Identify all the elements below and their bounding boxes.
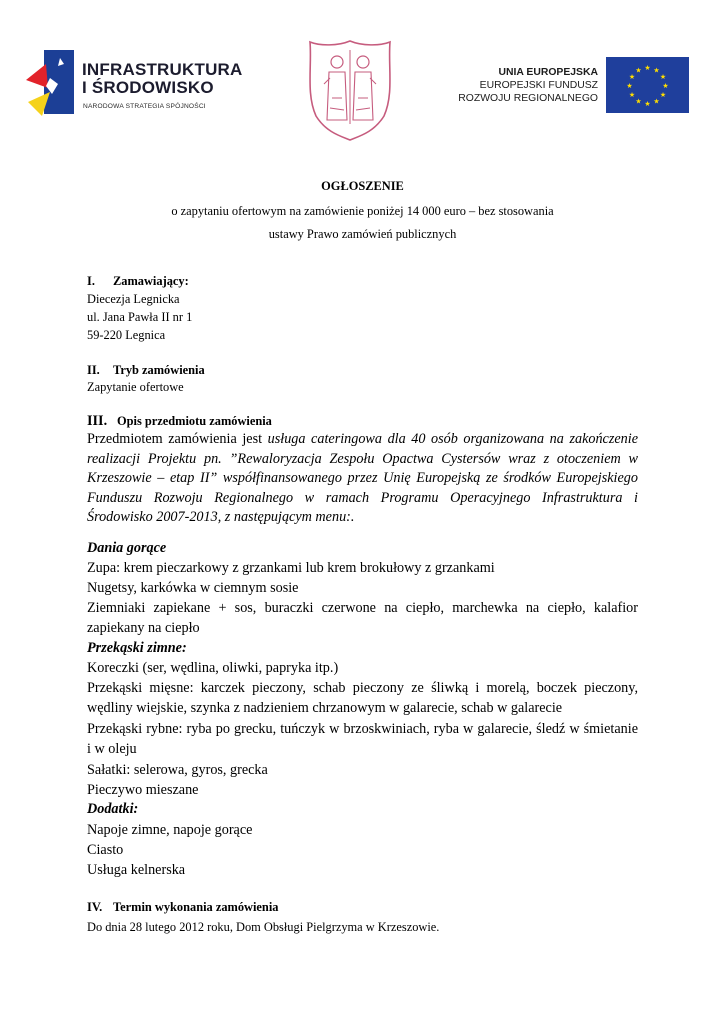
eu-flag-icon: [606, 57, 689, 113]
extras-heading: Dodatki:: [87, 801, 139, 817]
completion-deadline: Do dnia 28 lutego 2012 roku, Dom Obsługi Pielgrzyma w Krzeszowie.: [87, 920, 440, 934]
menu-item: Ciasto: [87, 842, 124, 858]
svg-text:★: ★: [626, 82, 633, 90]
menu-item: Pieczywo mieszane: [87, 782, 199, 798]
infrastruktura-logo: [24, 44, 243, 124]
svg-text:★: ★: [628, 91, 636, 99]
svg-text:★: ★: [659, 73, 667, 81]
menu-item: Koreczki (ser, wędlina, oliwki, papryka itp.): [87, 660, 339, 676]
menu-item: Przekąski mięsne: karczek pieczony, schab pieczony ze śliwką i morelą, boczek pieczony, wędliny wiejskie, szynka z nadzieniem chrzanowym w galarecie, schab w galarecie: [87, 680, 638, 716]
diocese-seal-icon: [304, 38, 396, 142]
menu-item: Zupa: krem pieczarkowy z grzankami lub krem brokułowy z grzankami: [87, 560, 495, 576]
contract-description: Przedmiotem zamówienia jest usługa cateringowa dla 40 osób organizowana na zakończenie realizacji Projektu pn. ”Rewaloryzacja Zespołu Opactwa Cystersów wraz z otoczeniem w Krzeszowie – etap II” współfinansowanego przez Unię Europejską ze środków Europejskiego Funduszu Rozwoju Regionalnego w ramach Programu Operacyjnego Infrastruktura i Środowisko 2007-2013, z następującym menu:.: [87, 431, 639, 525]
svg-text:★: ★: [628, 73, 636, 81]
menu-item: Usługa kelnerska: [87, 862, 186, 878]
cold-starters-heading: Przekąski zimne:: [87, 640, 187, 656]
menu-item: Sałatki: selerowa, gyros, grecka: [87, 762, 268, 778]
menu-item: Nugetsy, karkówka w ciemnym sosie: [87, 580, 299, 596]
logo-title: INFRASTRUKTURA I ŚRODOWISKO: [82, 60, 243, 97]
nss-emblem-icon: [24, 44, 80, 124]
document-title: OGŁOSZENIE: [321, 179, 404, 193]
menu-item: Napoje zimne, napoje gorące: [87, 822, 253, 838]
procedure-type: Zapytanie ofertowe: [87, 380, 184, 394]
svg-text:★: ★: [653, 66, 660, 75]
svg-text:★: ★: [635, 66, 642, 75]
svg-text:★: ★: [662, 82, 669, 90]
title-subline-2: ustawy Prawo zamówień publicznych: [268, 227, 457, 241]
ordering-party-city: 59-220 Legnica: [87, 328, 166, 342]
section-3-heading: III. Opis przedmiotu zamówienia: [87, 413, 272, 429]
svg-text:★: ★: [659, 91, 667, 99]
title-subline-1: o zapytaniu ofertowym na zamówienie poniżej 14 000 euro – bez stosowania: [171, 204, 554, 218]
svg-text:★: ★: [644, 100, 651, 108]
svg-text:★: ★: [635, 97, 642, 106]
svg-text:★: ★: [644, 64, 651, 72]
hot-dishes-heading: Dania gorące: [87, 540, 167, 556]
ordering-party-name: Diecezja Legnicka: [87, 292, 180, 306]
menu-item: Przekąski rybne: ryba po grecku, tuńczyk w brzoskwiniach, ryba w galarecie, śledź w śmietanie i w oleju: [87, 721, 638, 757]
section-2-heading: II. Tryb zamówienia: [87, 363, 205, 377]
svg-text:★: ★: [653, 97, 660, 106]
logo-tagline: NARODOWA STRATEGIA SPÓJNOŚCI: [83, 103, 206, 110]
eu-label: UNIA EUROPEJSKA EUROPEJSKI FUNDUSZ ROZWOJU REGIONALNEGO: [458, 67, 598, 104]
section-1-heading: I. Zamawiający:: [87, 274, 189, 288]
menu-item: Ziemniaki zapiekane + sos, buraczki czerwone na ciepło, marchewka na ciepło, kalafior zapiekany na ciepło: [87, 600, 638, 636]
section-4-heading: IV. Termin wykonania zamówienia: [87, 900, 279, 914]
ordering-party-street: ul. Jana Pawła II nr 1: [87, 310, 193, 324]
